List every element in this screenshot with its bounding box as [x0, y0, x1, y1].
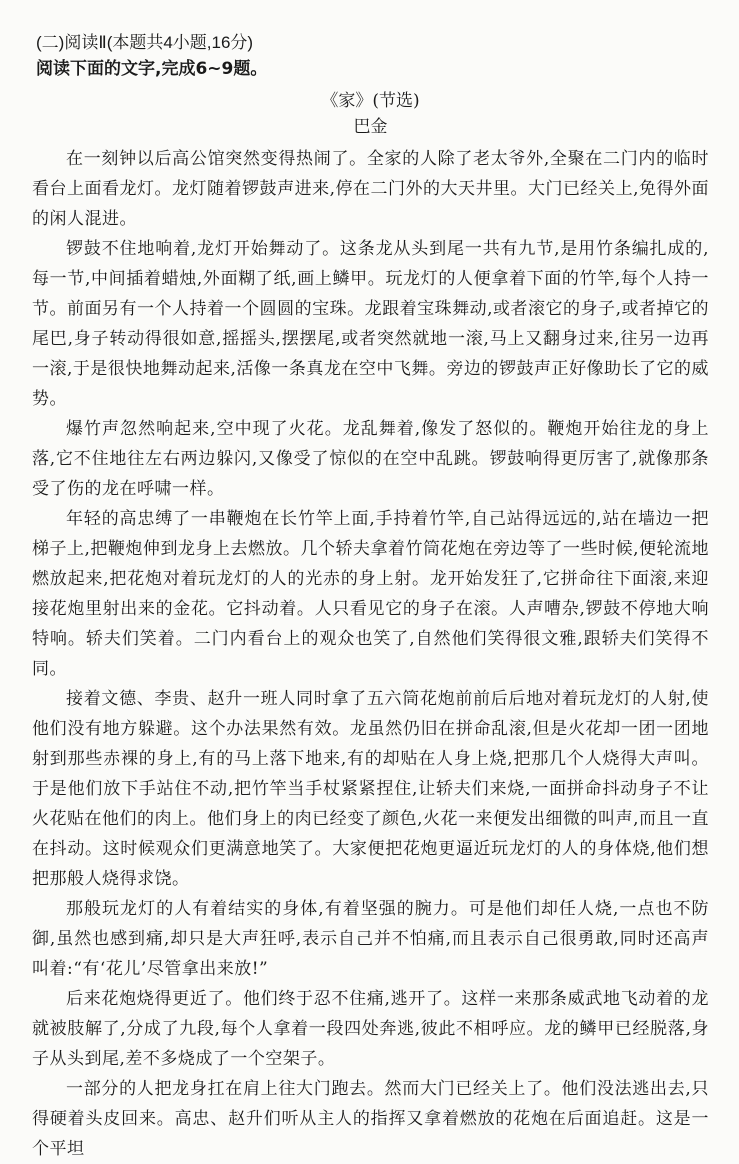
- section-heading: (二)阅读Ⅱ(本题共4小题,16分): [36, 33, 254, 52]
- passage-body: [32, 144, 709, 1164]
- paragraph: 后来花炮烧得更近了。他们终于忍不住痛,逃开了。这样一来那条威武地飞动着的龙就被肢解了,分成了九段,每个人拿着一段四处奔逃,彼此不相呼应。龙的鳞甲已经脱落,身子从头到尾,差不多烧成了一个空架子。: [32, 989, 709, 1069]
- paragraph: 在一刻钟以后高公馆突然变得热闹了。全家的人除了老太爷外,全聚在二门内的临时看台上面看龙灯。龙灯随着锣鼓声进来,停在二门外的大天井里。大门已经关上,免得外面的闲人混进。: [32, 149, 709, 229]
- paragraph: 那般玩龙灯的人有着结实的身体,有着坚强的腕力。可是他们却任人烧,一点也不防御,虽然也感到痛,却只是大声狂呼,表示自己并不怕痛,而且表示自己很勇敢,同时还高声叫着:“有‘花儿’尽管拿出来放!”: [32, 899, 709, 979]
- paragraph: 接着文德、李贵、赵升一班人同时拿了五六筒花炮前前后后地对着玩龙灯的人射,使他们没有地方躲避。这个办法果然有效。龙虽然仍旧在拼命乱滚,但是火花却一团一团地射到那些赤裸的身上,有的马上落下地来,有的却贴在人身上烧,把那几个人烧得大声叫。于是他们放下手站住不动,把竹竿当手杖紧紧捏住,让轿夫们来烧,一面拼命抖动身子不让火花贴在他们的肉上。他们身上的肉已经变了颜色,火花一来便发出细微的叫声,而且一直在抖动。这时候观众们更满意地笑了。大家便把花炮更逼近玩龙灯的人的身体烧,他们想把那般人烧得求饶。: [32, 689, 709, 889]
- paragraph: 年轻的高忠缚了一串鞭炮在长竹竿上面,手持着竹竿,自己站得远远的,站在墙边一把梯子上,把鞭炮伸到龙身上去燃放。几个轿夫拿着竹筒花炮在旁边等了一些时候,便轮流地燃放起来,把花炮对着玩龙灯的人的光赤的身上射。龙开始发狂了,它拼命往下面滚,来迎接花炮里射出来的金花。它抖动着。人只看见它的身子在滚。人声嘈杂,锣鼓不停地大响特响。轿夫们笑着。二门内看台上的观众也笑了,自然他们笑得很文雅,跟轿夫们笑得不同。: [32, 509, 709, 679]
- paragraph: 爆竹声忽然响起来,空中现了火花。龙乱舞着,像发了怒似的。鞭炮开始往龙的身上落,它不住地往左右两边躲闪,又像受了惊似的在空中乱跳。锣鼓响得更厉害了,就像那条受了伤的龙在呼啸一样。: [32, 419, 709, 499]
- reading-instruction: 阅读下面的文字,完成6~9题。: [36, 59, 268, 79]
- paragraph: 锣鼓不住地响着,龙灯开始舞动了。这条龙从头到尾一共有九节,是用竹条编扎成的,每一节,中间插着蜡烛,外面糊了纸,画上鳞甲。玩龙灯的人便拿着下面的竹竿,每个人持一节。前面另有一个人持着一个圆圆的宝珠。龙跟着宝珠舞动,或者滚它的身子,或者掉它的尾巴,身子转动得很如意,摇摇头,摆摆尾,或者突然就地一滚,马上又翻身过来,往另一边再一滚,于是很快地舞动起来,活像一条真龙在空中飞舞。旁边的锣鼓声正好像助长了它的威势。: [32, 239, 709, 409]
- article-title: 《家》(节选): [321, 91, 420, 111]
- paragraph: 一部分的人把龙身扛在肩上往大门跑去。然而大门已经关上了。他们没法逃出去,只得硬着头皮回来。高忠、赵升们听从主人的指挥又拿着燃放的花炮在后面追赶。这是一个平坦: [32, 1079, 709, 1159]
- article-author: 巴金: [353, 117, 388, 137]
